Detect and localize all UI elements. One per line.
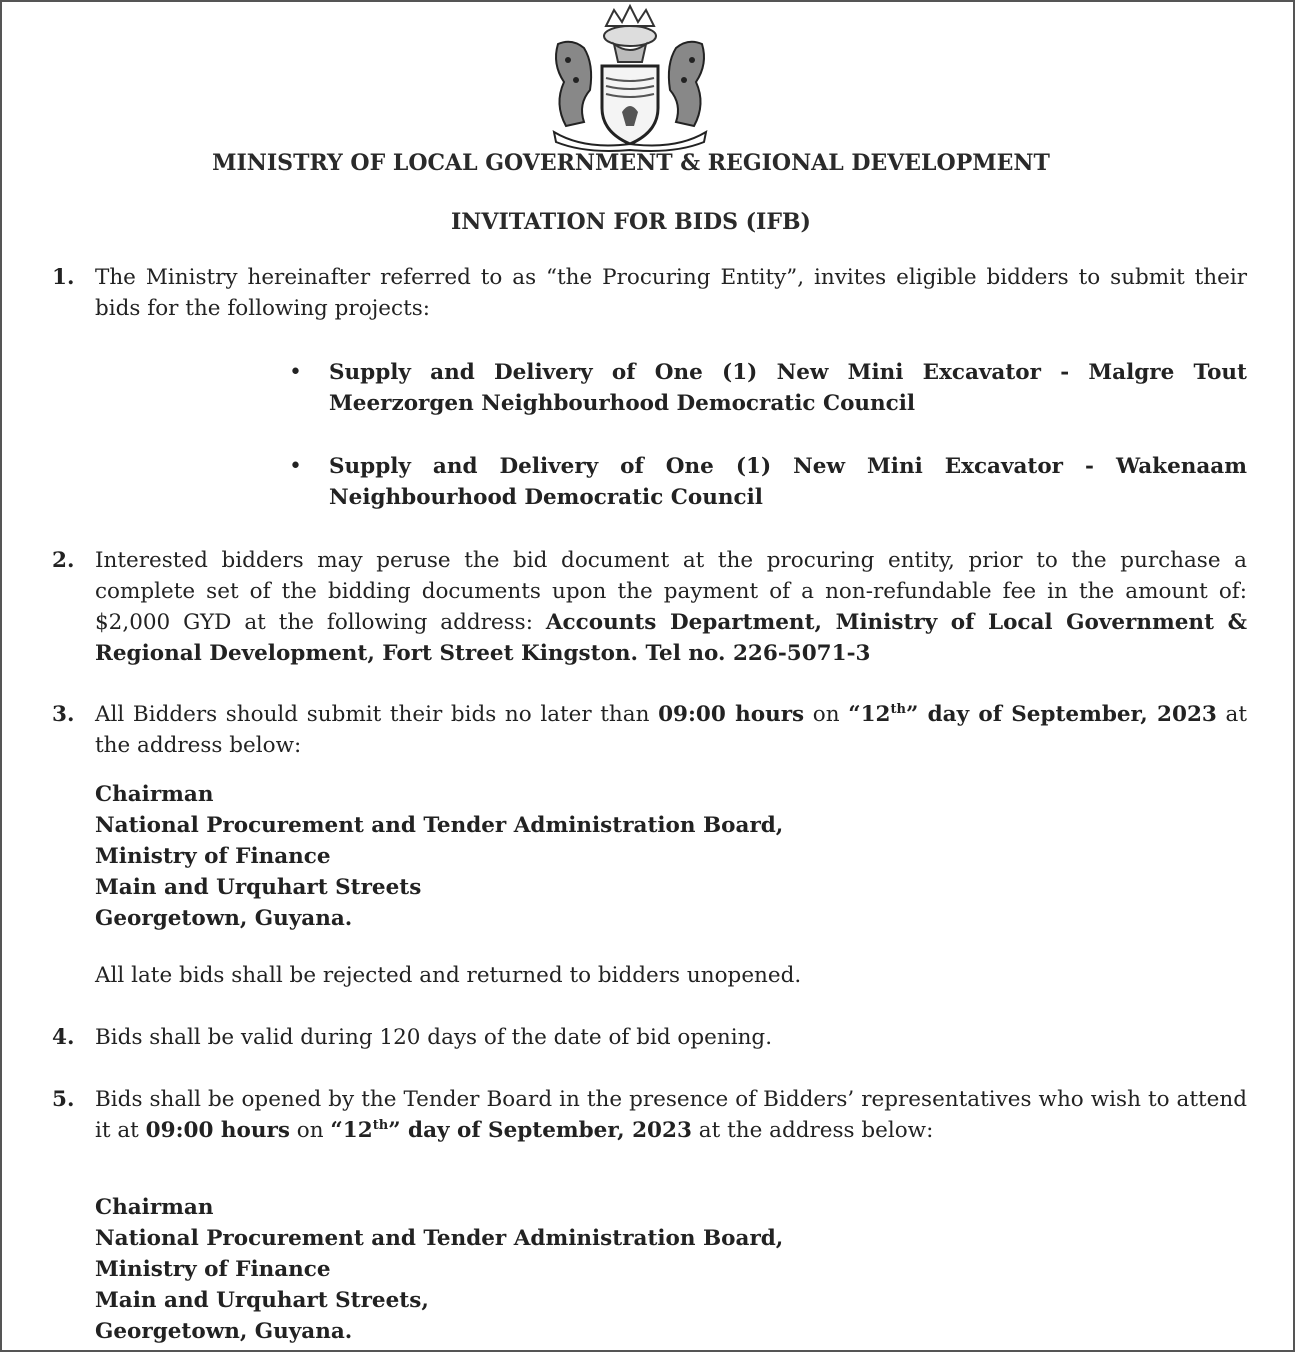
paragraph-5: Bids shall be opened by the Tender Board in the presence of Bidders’ representatives who wish to attend it at 09:00 hours on “12th” day of September, 2023 at the address below: (95, 1087, 1247, 1143)
deadline-time: 09:00 hours (658, 702, 805, 727)
ministry-heading: MINISTRY OF LOCAL GOVERNMENT & REGIONAL DEVELOPMENT (212, 150, 1050, 176)
paragraph-1: The Ministry hereinafter referred to as “the Procuring Entity”, invites eligible bidders to submit their bids for the following projects: (95, 265, 1247, 321)
address-line: Georgetown, Guyana. (95, 906, 353, 931)
address-line: Ministry of Finance (95, 844, 331, 869)
paragraph-3: All Bidders should submit their bids no later than 09:00 hours on “12th” day of September, 2023 at the address below: (95, 701, 1247, 758)
address-line: Ministry of Finance (95, 1257, 331, 1282)
submission-address (95, 779, 783, 934)
address-line: Main and Urquhart Streets (95, 875, 422, 900)
item-number: 1. (52, 265, 75, 290)
address-line: Chairman (95, 1195, 214, 1220)
address-line: National Procurement and Tender Administration Board, (95, 813, 784, 838)
coat-of-arms-icon (544, 4, 716, 152)
bullet-icon: • (289, 360, 302, 385)
opening-time: 09:00 hours (145, 1118, 290, 1143)
opening-address (95, 1192, 783, 1347)
deadline-date: “12th” day of September, 2023 (848, 701, 1217, 727)
address-line: Georgetown, Guyana. (95, 1319, 353, 1344)
address-line: Chairman (95, 782, 214, 807)
address-line: National Procurement and Tender Administration Board, (95, 1226, 784, 1251)
project-item: Supply and Delivery of One (1) New Mini Excavator - Wakenaam Neighbourhood Democratic Council (329, 454, 1247, 510)
paragraph-4: Bids shall be valid during 120 days of the date of bid opening. (95, 1025, 773, 1050)
paragraph-2 (95, 545, 1247, 669)
project-item: Supply and Delivery of One (1) New Mini Excavator - Malgre Tout Meerzorgen Neighbourhood Democratic Council (329, 360, 1247, 416)
item-number: 4. (52, 1025, 75, 1050)
accounts-address: Accounts Department, Ministry of Local Government & Regional Development, Fort Street Kingston. Tel no. 226-5071-3 (95, 610, 1247, 666)
opening-date: “12th” day of September, 2023 (330, 1117, 692, 1143)
item-number: 3. (52, 702, 75, 727)
item-number: 5. (52, 1087, 75, 1112)
late-bids-note: All late bids shall be rejected and returned to bidders unopened. (95, 963, 802, 988)
item-number: 2. (52, 548, 75, 573)
document-title: INVITATION FOR BIDS (IFB) (451, 209, 811, 235)
address-line: Main and Urquhart Streets, (95, 1288, 429, 1313)
bullet-icon: • (289, 454, 302, 479)
paragraph-2-text: Interested bidders may peruse the bid document at the procuring entity, prior to the purchase a complete set of the bidding documents upon the payment of a non-refundable fee in the amount of: $2,000 GYD at the following address: (95, 548, 1247, 635)
